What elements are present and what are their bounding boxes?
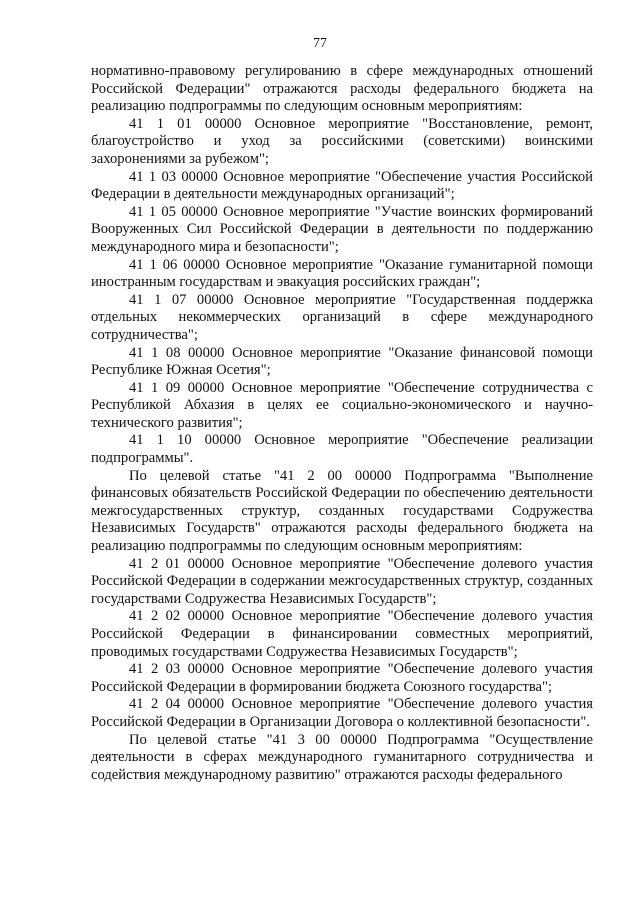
paragraph-item-41-1-06: 41 1 06 00000 Основное мероприятие "Оказание гуманитарной помощи иностранным государствам и эвакуация российских граждан"; — [91, 256, 593, 291]
paragraph-item-41-2-04: 41 2 04 00000 Основное мероприятие "Обеспечение долевого участия Российской Федерации в Организации Договора о коллективной безопасности". — [91, 696, 593, 730]
paragraph-item-41-1-03: 41 1 03 00000 Основное мероприятие "Обеспечение участия Российской Федерации в деятельности международных организаций"; — [91, 168, 593, 203]
paragraph-item-41-1-09: 41 1 09 00000 Основное мероприятие "Обеспечение сотрудничества с Республикой Абхазия в целях ее социально-экономического и научно-технического развития"; — [91, 379, 593, 431]
page-number: 77 — [313, 36, 327, 51]
paragraph-item-41-2-03: 41 2 03 00000 Основное мероприятие "Обеспечение долевого участия Российской Федерации в формировании бюджета Союзного государства"; — [91, 661, 593, 695]
paragraph-item-41-1-05: 41 1 05 00000 Основное мероприятие "Участие воинских формирований Вооруженных Сил Российской Федерации в деятельности по поддержанию международного мира и безопасности"; — [91, 203, 593, 255]
paragraph-subprogram-41-3: По целевой статье "41 3 00 00000 Подпрограмма "Осуществление деятельности в сферах международного гуманитарного сотрудничества и содействия международному развитию" отражаются расходы федерального — [91, 731, 593, 783]
paragraph-continuation: нормативно-правовому регулированию в сфере международных отношений Российской Федерации" отражаются расходы федерального бюджета на реализацию подпрограммы по следующим основным мероприятиям: — [91, 63, 593, 115]
paragraph-item-41-1-08: 41 1 08 00000 Основное мероприятие "Оказание финансовой помощи Республике Южная Осетия"; — [91, 344, 593, 379]
paragraph-item-41-2-02: 41 2 02 00000 Основное мероприятие "Обеспечение долевого участия Российской Федерации в финансировании совместных мероприятий, проводимых государствами Содружества Независимых Государств"; — [91, 608, 593, 660]
paragraph-subprogram-41-2: По целевой статье "41 2 00 00000 Подпрограмма "Выполнение финансовых обязательств Российской Федерации по обеспечению деятельности межгосударственных структур, созданных государствами Содружества Независимых Государств" отражаются расходы федерального бюджета на реализацию подпрограммы по следующим основным мероприятиям: — [91, 467, 593, 555]
paragraph-item-41-1-01: 41 1 01 00000 Основное мероприятие "Восстановление, ремонт, благоустройство и уход за российскими (советскими) воинскими захоронениями за рубежом"; — [91, 115, 593, 167]
document-body — [91, 63, 593, 784]
paragraph-item-41-1-07: 41 1 07 00000 Основное мероприятие "Государственная поддержка отдельных некоммерческих организаций в сфере международного сотрудничества"; — [91, 291, 593, 343]
paragraph-item-41-2-01: 41 2 01 00000 Основное мероприятие "Обеспечение долевого участия Российской Федерации в содержании межгосударственных структур, созданных государствами Содружества Независимых Государств"; — [91, 555, 593, 607]
paragraph-item-41-1-10: 41 1 10 00000 Основное мероприятие "Обеспечение реализации подпрограммы". — [91, 432, 593, 467]
